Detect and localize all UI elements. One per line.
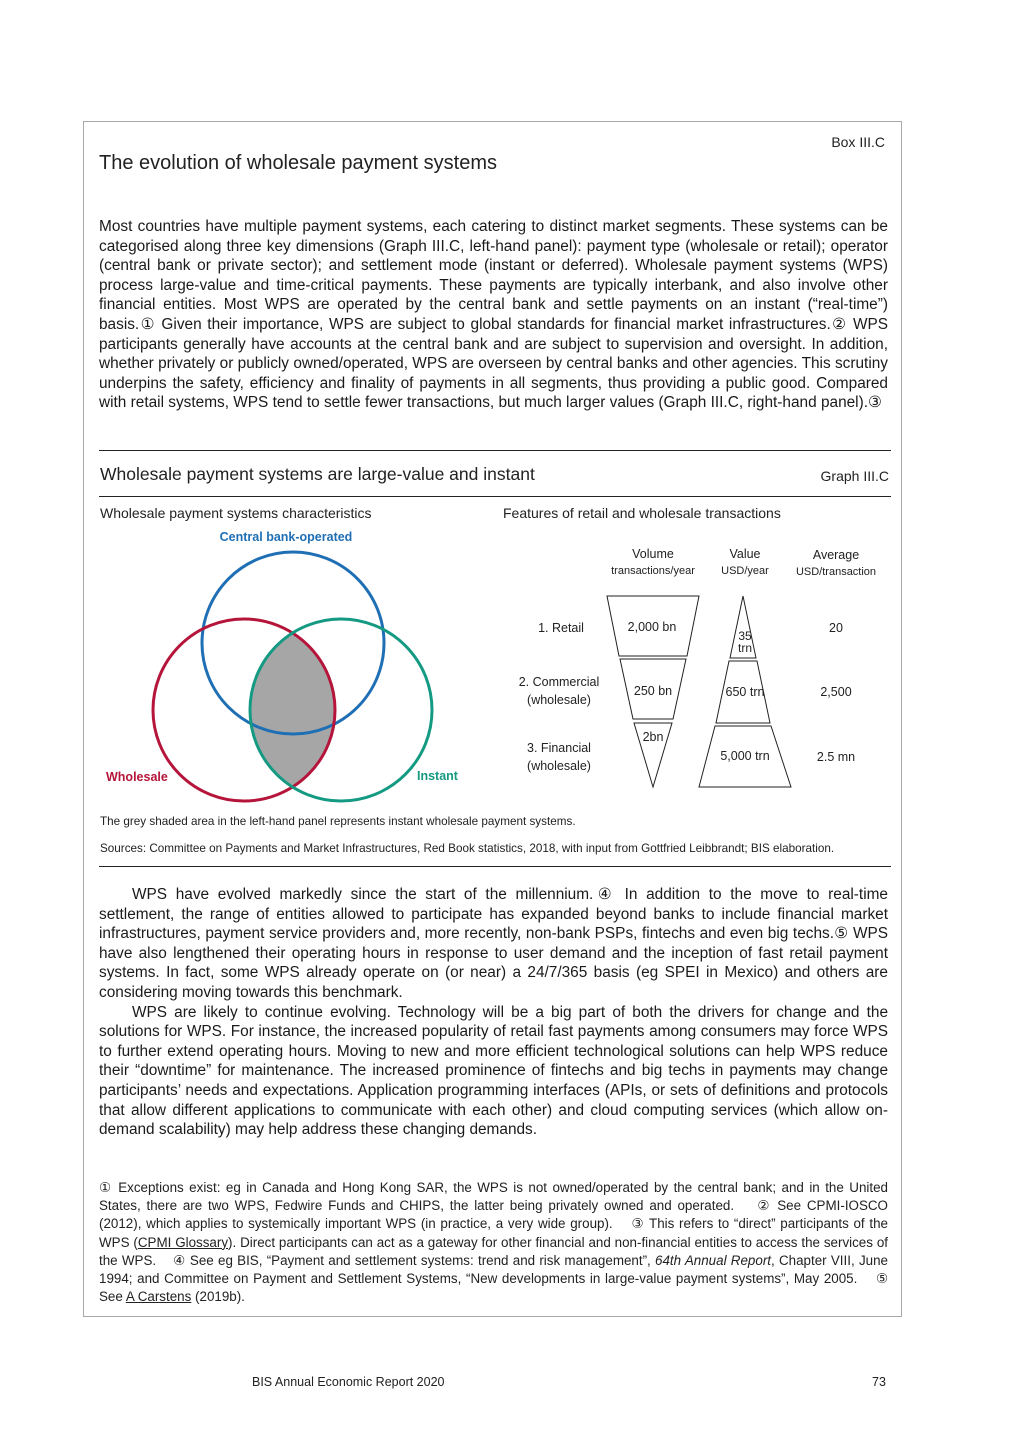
row-label-financial: 3. Financial	[527, 741, 591, 755]
row-label-commercial: 2. Commercial	[518, 675, 600, 689]
venn-diagram	[84, 122, 903, 822]
graph-title: Wholesale payment systems are large-value and instant	[100, 464, 535, 484]
box-title: The evolution of wholesale payment systems	[99, 152, 497, 174]
value-retail-line1: 35	[738, 629, 752, 643]
box-label: Box III.C	[831, 134, 885, 150]
row-label-commercial-sub: (wholesale)	[527, 693, 591, 707]
footnote-3-pre: ③ This refers to “direct” participants of the WPS (	[99, 1216, 888, 1250]
average-financial: 2.5 mn	[816, 750, 856, 764]
footnote-3-post: ). Direct participants can act as a gateway for other financial and non-financial entities to access the services of the WPS.	[99, 1234, 888, 1268]
graph-note: The grey shaded area in the left-hand panel represents instant wholesale payment systems.	[100, 815, 576, 828]
page-number: 73	[872, 1375, 886, 1389]
cpmi-glossary-link[interactable]: CPMI Glossary	[137, 1234, 229, 1250]
value-commercial: 650 trn	[725, 685, 765, 699]
col-average: Average	[812, 548, 860, 562]
footnotes	[99, 1179, 888, 1306]
footnote-1: ① Exceptions exist: eg in Canada and Hong Kong SAR, the WPS is not owned/operated by the central bank; and in the United States, there are two WPS, Fedwire Funds and CHIPS, the latter being privately owned and operated.	[99, 1180, 888, 1214]
body-paragraph: WPS are likely to continue evolving. Technology will be a big part of both the drivers for change and the solutions for WPS. For instance, the increased popularity of retail fast payments among consumers may force WPS to further extend operating hours. Moving to new and more efficient technological solutions can help WPS reduce their “downtime” for maintenance. The increased prominence of fintechs and big techs in payments may change participants’ needs and expectations. Application programming interfaces (APIs, or sets of definitions and protocols that allow different applications to communicate with each other) and cloud computing services (which allow on-demand scalability) may help address these changing demands.	[99, 1003, 888, 1139]
footnote-4-italic: 64th Annual Report	[655, 1252, 771, 1268]
body-paragraph: WPS have evolved markedly since the start of the millennium.④ In addition to the move to real-time settlement, the range of entities allowed to participate has expanded beyond banks to include financial market infrastructures, payment service providers and, more recently, non-bank PSPs, fintechs and even big techs.⑤ WPS have also lengthened their operating hours in response to user demand and the inception of fast retail payment systems. In fact, some WPS already operate on (or near) a 24/7/365 basis (eg SPEI in Mexico) and others are considering moving towards this benchmark.	[99, 886, 888, 1001]
footnote-5-pre: ⑤ See	[99, 1271, 888, 1305]
graph-bottom-rule	[99, 866, 891, 867]
volume-commercial: 250 bn	[633, 684, 673, 698]
footnote-5-post: (2019b).	[191, 1289, 245, 1305]
footnote-4-post: , Chapter VIII, June 1994; and Committee on Payment and Settlement Systems, “New developments in large-value payment systems”, May 2005.	[99, 1252, 888, 1287]
col-average-unit: USD/transaction	[795, 566, 877, 578]
footnote-4-pre: ④ See eg BIS, “Payment and settlement systems: trend and risk management”,	[173, 1252, 656, 1268]
value-financial: 5,000 trn	[720, 749, 770, 763]
venn-label-central-bank: Central bank-operated	[219, 530, 353, 544]
box-iii-c	[83, 121, 902, 1317]
col-value-unit: USD/year	[721, 565, 769, 577]
left-panel-title: Wholesale payment systems characteristics	[100, 505, 372, 521]
body-text	[99, 885, 888, 1140]
right-panel-title: Features of retail and wholesale transactions	[503, 505, 781, 521]
venn-label-instant: Instant	[417, 769, 458, 783]
average-commercial: 2,500	[820, 685, 852, 699]
col-value: Value	[729, 547, 761, 561]
col-volume: Volume	[632, 547, 674, 561]
footnote-2: ② See CPMI-IOSCO (2012), which applies to systemically important WPS (in practice, a very wide group).	[99, 1198, 888, 1232]
graph-sources: Sources: Committee on Payments and Market Infrastructures, Red Book statistics, 2018, with input from Gottfried Leibbrandt; BIS elaboration.	[100, 842, 835, 855]
graph-label: Graph III.C	[820, 468, 889, 484]
average-retail: 20	[829, 621, 843, 635]
intro-paragraph: Most countries have multiple payment systems, each catering to distinct market segments. These systems can be categorised along three key dimensions (Graph III.C, left-hand panel): payment type (wholesale or retail); operator (central bank or private sector); and settlement mode (instant or deferred). Wholesale payment systems (WPS) process large-value and time-critical payments. These payments are typically interbank, and also involve other financial entities. Most WPS are operated by the central bank and settle payments on an instant (“real-time”) basis.① Given their importance, WPS are subject to global standards for financial market infrastructures.② WPS participants generally have accounts at the central bank and are subject to supervision and oversight. In addition, whether privately or publicly owned/operated, WPS are overseen by central banks and other agencies. This scrutiny underpins the safety, efficiency and finality of payments in all segments, thus providing a public good. Compared with retail systems, WPS tend to settle fewer transactions, but much larger values (Graph III.C, right-hand panel).③	[99, 218, 888, 412]
volume-financial: 2bn	[642, 730, 664, 744]
value-retail-line2: trn	[737, 641, 753, 655]
row-label-retail: 1. Retail	[538, 621, 584, 635]
a-carstens-link[interactable]: A Carstens	[125, 1289, 192, 1305]
footer-publication: BIS Annual Economic Report 2020	[252, 1375, 445, 1389]
volume-retail: 2,000 bn	[627, 620, 677, 634]
venn-label-wholesale: Wholesale	[106, 770, 168, 784]
col-volume-unit: transactions/year	[611, 565, 695, 577]
row-label-financial-sub: (wholesale)	[527, 759, 591, 773]
